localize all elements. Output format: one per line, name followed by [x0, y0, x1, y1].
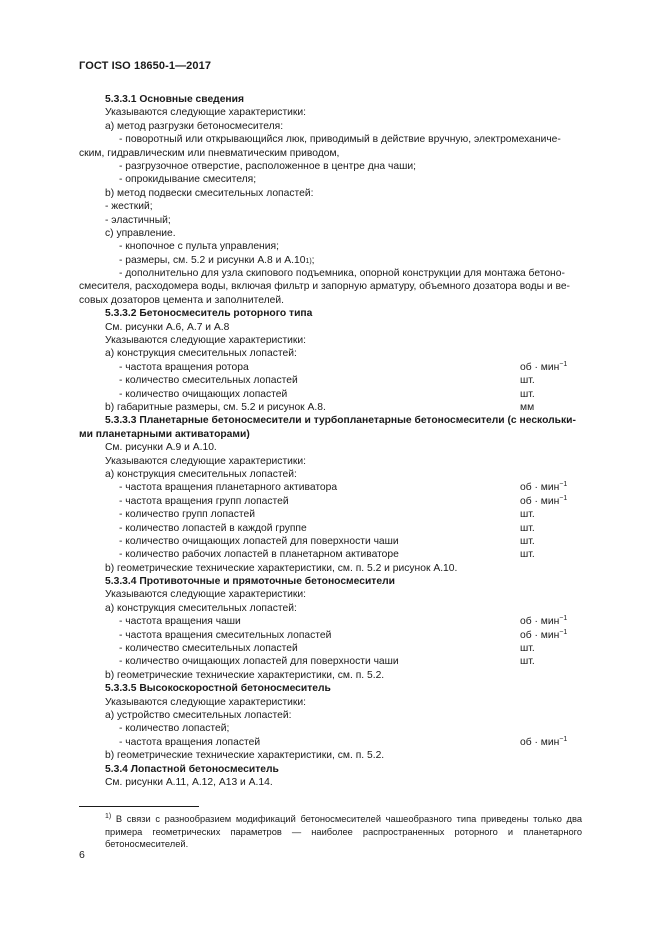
line-text: - частота вращения ротора — [119, 361, 249, 373]
unit-text: шт. — [520, 643, 535, 655]
unit-label — [520, 522, 582, 535]
text-line — [79, 615, 582, 628]
text-line — [79, 120, 582, 133]
text-line — [79, 240, 582, 253]
unit-text: об · мин — [520, 495, 560, 507]
line-text: смесителя, расходомера воды, включая фильтр и запорную арматуру, объемного дозатора воды и ве- — [79, 281, 570, 293]
section-heading — [79, 428, 582, 441]
unit-text: об · мин — [520, 616, 560, 628]
line-text: a) метод разгрузки бетоносмесителя: — [105, 120, 284, 132]
text-line — [79, 655, 582, 668]
line-text: - количество смесительных лопастей — [119, 643, 298, 655]
line-text: совых дозаторов цемента и заполнителей. — [79, 294, 284, 306]
document-header: ГОСТ ISO 18650-1—2017 — [79, 60, 212, 72]
line-text: - частота вращения групп лопастей — [119, 495, 289, 507]
footnote-divider — [79, 806, 199, 807]
line-text: b) геометрические технические характеристики, см. п. 5.2. — [105, 669, 385, 681]
text-line — [79, 562, 582, 575]
line-text: c) управление. — [105, 227, 176, 239]
text-line — [79, 522, 582, 535]
line-text: - жесткий; — [105, 201, 153, 213]
text-line — [79, 321, 582, 334]
text-line — [79, 588, 582, 601]
line-text: a) конструкция смесительных лопастей: — [105, 348, 297, 360]
section-heading — [79, 93, 582, 106]
unit-text: об · мин — [520, 629, 560, 641]
page-number: 6 — [79, 849, 85, 861]
unit-exponent: −1 — [559, 628, 568, 636]
line-text: a) устройство смесительных лопастей: — [105, 709, 292, 721]
text-line — [79, 495, 582, 508]
unit-label — [520, 401, 582, 414]
unit-text: об · мин — [520, 361, 560, 373]
unit-label — [520, 508, 582, 521]
unit-exponent: −1 — [559, 360, 568, 368]
line-text: - частота вращения планетарного активатора — [119, 482, 338, 494]
unit-label — [520, 481, 582, 494]
unit-label — [520, 629, 582, 642]
unit-text: шт. — [520, 549, 535, 561]
unit-text: шт. — [520, 509, 535, 521]
line-text: 5.3.3.4 Противоточные и прямоточные бетоносмесители — [105, 576, 395, 588]
line-text: a) конструкция смесительных лопастей: — [105, 468, 297, 480]
line-text: - разгрузочное отверстие, расположенное в центре дна чаши; — [119, 160, 416, 172]
line-text: - количество очищающих лопастей для поверхности чаши — [119, 656, 399, 668]
text-line — [79, 535, 582, 548]
unit-text: шт. — [520, 535, 535, 547]
footnote — [79, 813, 582, 851]
line-text: Указываются следующие характеристики: — [105, 335, 307, 347]
text-line — [79, 187, 582, 200]
text-line — [79, 696, 582, 709]
line-text: ми планетарными активаторами) — [79, 428, 250, 440]
unit-text: мм — [520, 401, 535, 413]
line-text: См. рисунки А.6, А.7 и А.8 — [105, 321, 230, 333]
footnote-text: В связи с разнообразием модификаций бетоносмесителей чашеобразного типа приведены только два примера геометрических параметров — наиболее распространенных роторного и планетарного бетоносмесителей. — [105, 814, 582, 850]
unit-exponent: −1 — [559, 494, 568, 502]
unit-label — [520, 495, 582, 508]
unit-label — [520, 615, 582, 628]
text-line: - размеры, см. 5.2 и рисунки А.8 и А.10 1) ; — [119, 254, 315, 266]
line-text: 5.3.4 Лопастной бетоносмеситель — [105, 763, 279, 775]
text-line — [79, 602, 582, 615]
line-text: b) геометрические технические характеристики, см. п. 5.2 и рисунок А.10. — [105, 562, 458, 574]
text-line — [79, 173, 582, 186]
line-text: b) геометрические технические характеристики, см. п. 5.2. — [105, 750, 385, 762]
line-text: - количество смесительных лопастей — [119, 375, 298, 387]
line-text: b) метод подвески смесительных лопастей: — [105, 187, 314, 199]
footnote-marker: 1) — [105, 813, 112, 820]
unit-text: об · мин — [520, 736, 560, 748]
line-text: Указываются следующие характеристики: — [105, 589, 307, 601]
line-text: 5.3.3.3 Планетарные бетоносмесители и турбопланетарные бетоносмесители (с нескольки- — [105, 415, 576, 427]
line-text: a) конструкция смесительных лопастей: — [105, 602, 297, 614]
text-line — [79, 267, 582, 280]
line-text: 5.3.3.1 Основные сведения — [105, 94, 244, 105]
text-line — [79, 294, 582, 307]
text-line — [79, 441, 582, 454]
section-heading — [79, 307, 582, 320]
section-heading — [79, 763, 582, 776]
line-text: - частота вращения лопастей — [119, 736, 261, 748]
section-heading — [79, 575, 582, 588]
line-text-tail: ; — [311, 254, 315, 266]
text-line — [79, 548, 582, 561]
section-heading — [79, 682, 582, 695]
text-line — [79, 749, 582, 762]
text-line — [79, 374, 582, 387]
line-text: - частота вращения смесительных лопастей — [119, 629, 332, 641]
line-text: - количество лопастей; — [119, 723, 230, 735]
line-text: Указываются следующие характеристики: — [105, 107, 307, 119]
line-text: - количество очищающих лопастей для поверхности чаши — [119, 535, 399, 547]
text-line — [79, 200, 582, 213]
text-line — [79, 147, 582, 160]
text-line — [79, 361, 582, 374]
unit-text: шт. — [520, 656, 535, 668]
line-text: - количество очищающих лопастей — [119, 388, 288, 400]
unit-label — [520, 361, 582, 374]
line-text: Указываются следующие характеристики: — [105, 455, 307, 467]
unit-label — [520, 655, 582, 668]
text-line — [79, 401, 582, 414]
text-line — [79, 455, 582, 468]
text-line — [79, 629, 582, 642]
line-text: - поворотный или открывающийся люк, приводимый в действие вручную, электромеханиче- — [119, 134, 561, 146]
text-line — [79, 280, 582, 293]
line-text: - опрокидывание смесителя; — [119, 174, 257, 186]
line-text: - частота вращения чаши — [119, 616, 241, 628]
text-line — [79, 347, 582, 360]
text-line — [79, 133, 582, 146]
line-text: См. рисунки А.11, А.12, А13 и А.14. — [105, 776, 273, 788]
line-text: - кнопочное с пульта управления; — [119, 241, 279, 253]
text-line — [79, 388, 582, 401]
line-text: - количество групп лопастей — [119, 509, 255, 521]
text-line — [79, 227, 582, 240]
text-line — [79, 709, 582, 722]
text-line — [79, 642, 582, 655]
unit-label — [520, 548, 582, 561]
text-line — [79, 669, 582, 682]
line-text: 5.3.3.5 Высокоскоростной бетоносмеситель — [105, 683, 331, 695]
unit-exponent: −1 — [559, 481, 568, 489]
text-line — [79, 481, 582, 494]
unit-exponent: −1 — [559, 615, 568, 623]
unit-label — [520, 388, 582, 401]
text-line — [79, 736, 582, 749]
line-text: - дополнительно для узла скипового подъемника, опорной конструкции для монтажа бетоно- — [119, 268, 565, 280]
text-line — [79, 106, 582, 119]
line-text: Указываются следующие характеристики: — [105, 696, 307, 708]
line-text: - эластичный; — [105, 214, 171, 226]
text-line — [79, 334, 582, 347]
unit-text: шт. — [520, 375, 535, 387]
line-text: См. рисунки А.9 и А.10. — [105, 442, 217, 454]
line-text: - количество рабочих лопастей в планетарном активаторе — [119, 549, 399, 561]
unit-text: об · мин — [520, 482, 560, 494]
text-line — [79, 468, 582, 481]
unit-text: шт. — [520, 388, 535, 400]
line-text: - размеры, см. 5.2 и рисунки А.8 и А.10 — [119, 254, 306, 266]
unit-label — [520, 642, 582, 655]
text-line — [79, 776, 582, 789]
line-text: b) габаритные размеры, см. 5.2 и рисунок А.8. — [105, 401, 326, 413]
unit-label — [520, 736, 582, 749]
line-text: - количество лопастей в каждой группе — [119, 522, 307, 534]
text-line — [79, 508, 582, 521]
section-heading — [79, 414, 582, 427]
unit-text: шт. — [520, 522, 535, 534]
line-text: 5.3.3.2 Бетоносмеситель роторного типа — [105, 308, 313, 320]
text-line — [79, 160, 582, 173]
unit-label — [520, 535, 582, 548]
text-line — [79, 722, 582, 735]
unit-label — [520, 374, 582, 387]
document-body — [79, 93, 582, 789]
unit-exponent: −1 — [559, 735, 568, 743]
text-line — [79, 214, 582, 227]
line-text: ским, гидравлическим или пневматическим приводом, — [79, 147, 340, 159]
